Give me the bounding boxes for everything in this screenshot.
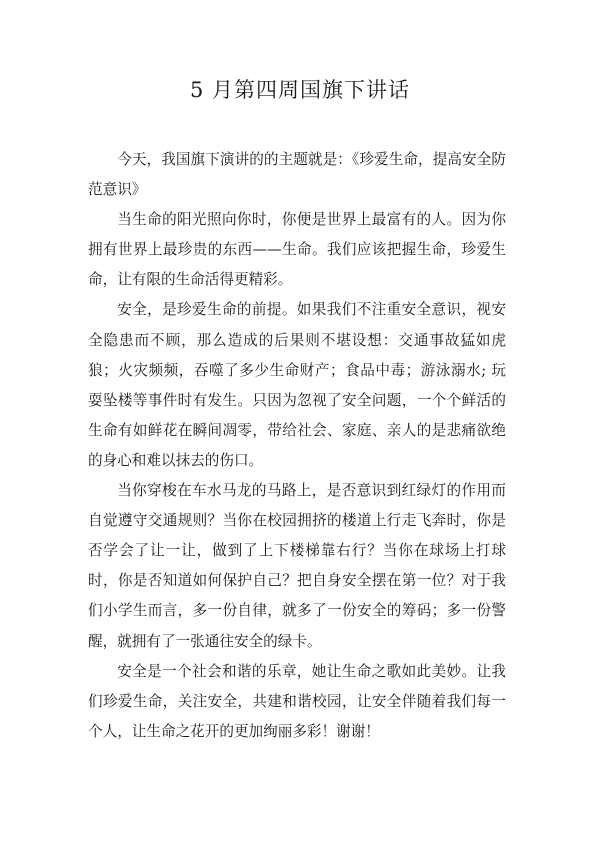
paragraph-daily-safety: 当你穿梭在车水马龙的马路上，是否意识到红绿灯的作用而自觉遵守交通规则？当你在校园拥挤的楼道上行走飞奔时，你是否学会了让一让，做到了上下楼梯靠右行？当你在球场上打球时，你是否知道如何保护自己？把自身安全摆在第一位？对于我们小学生而言，多一份自律，就多了一份安全的筹码；多一份警醒，就拥有了一张通往安全的绿卡。 [88,482,506,650]
speech-body [88,145,506,747]
paragraph-life: 当生命的阳光照向你时，你便是世界上最富有的人。因为你拥有世界上最珍贵的东西——生命。我们应该把握生命，珍爱生命，让有限的生命活得更精彩。 [88,211,506,289]
paragraph-topic: 今天，我国旗下演讲的的主题就是：《珍爱生命，提高安全防范意识》 [88,151,506,199]
document-title: 5 月第四周国旗下讲话 [189,78,411,102]
paragraph-safety-premise: 安全，是珍爱生命的前提。如果我们不注重安全意识，视安全隐患而不顾，那么造成的后果则不堪设想：交通事故猛如虎狼；火灾频频，吞噬了多少生命财产；食品中毒；游泳溺水; 玩耍坠楼等事件时有发生。只因为忽视了安全问题，一个个鲜活的生命有如鲜花在瞬间凋零，带给社会、家庭、亲人的是悲痛欲绝的身心和难以抹去的伤口。 [88,301,506,469]
paragraph-closing: 安全是一个社会和谐的乐章，她让生命之歌如此美妙。让我们珍爱生命，关注安全，共建和谐校园，让安全伴随着我们每一个人，让生命之花开的更加绚丽多彩！谢谢！ [88,662,506,740]
